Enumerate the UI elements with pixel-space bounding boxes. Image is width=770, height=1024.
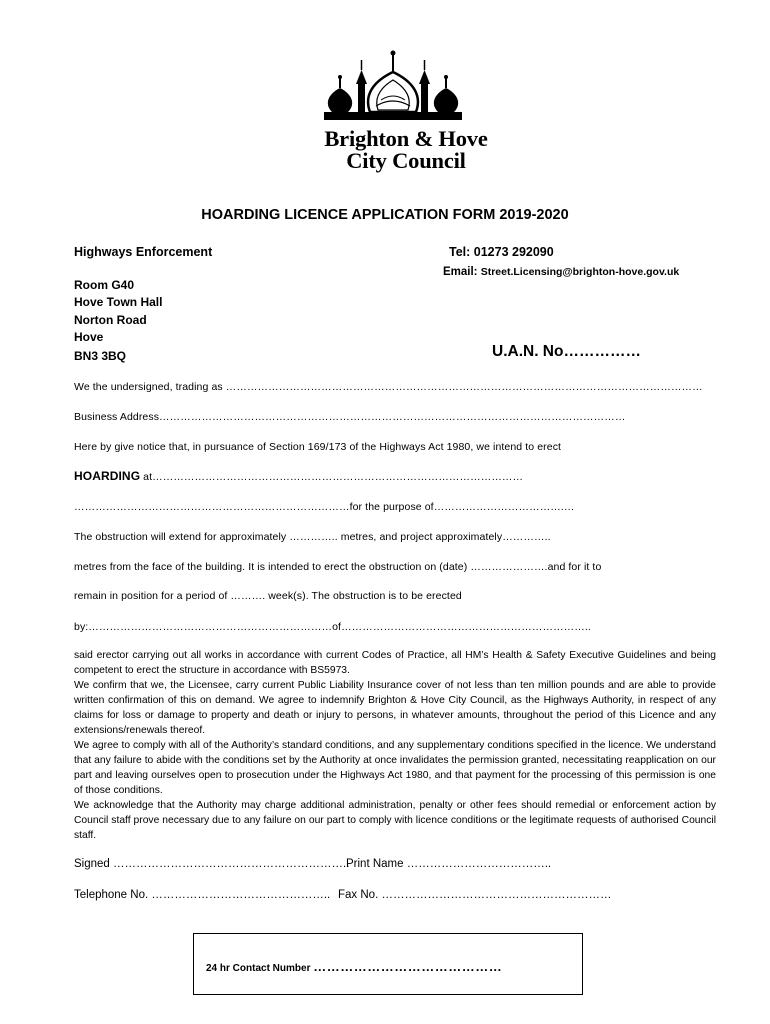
obstruction-extent-field[interactable]: The obstruction will extend for approximately ………….. metres, and project approximately………….. — [74, 531, 551, 543]
form-title: HOARDING LICENCE APPLICATION FORM 2019-2020 — [201, 207, 569, 223]
office-address — [74, 277, 162, 365]
duration-field[interactable]: remain in position for a period of ………. week(s). The obstruction is to be erected — [74, 590, 462, 602]
department-name: Highways Enforcement — [74, 245, 213, 259]
address-line: Hove — [74, 329, 104, 344]
address-line: BN3 3BQ — [74, 349, 127, 364]
signed-field[interactable]: Signed …………………………………………………….. — [74, 858, 350, 870]
contact-number-label: 24 hr Contact Number — [206, 963, 314, 974]
condition-paragraph: We agree to comply with all of the Authority’s standard conditions, and any supplementary conditions specified in the licence. We understand that any failure to abide with the conditions set by the Authority at once invalidates the permission granted, necessitating reapplication on our part and leaving ourselves open to prosecution under the Highways Act 1980, and that payment for the processing of this permission is one of those conditions. — [74, 740, 716, 796]
condition-paragraph: We confirm that we, the Licensee, carry current Public Liability Insurance cover of not less than ten million pounds and are able to provide written confirmation of this on demand. We agree to indemnify Brighton & Hove City Council, as the Highways Authority, in respect of any claims for loss or damage to property and death or injury to persons, in whatever amounts, throughout the period of this Licence and any extensions/renewals thereof. — [74, 680, 716, 736]
hoarding-location-field[interactable] — [74, 469, 523, 483]
purpose-field[interactable]: ……………………………………………………………………for the purpose of……………………………….… — [74, 501, 575, 513]
trading-as-field[interactable]: We the undersigned, trading as ……………………………………………………………………………………………………………………… — [74, 381, 703, 393]
email-address: Street.Licensing@brighton-hove.gov.uk — [480, 266, 680, 278]
uan-number: U.A.N. No…………… — [492, 343, 641, 360]
condition-paragraph: said erector carrying out all works in accordance with current Codes of Practice, all HM’s Health & Safety Executive Guidelines and being competent to erect the structure in accordance with BS5973. — [74, 650, 716, 676]
telephone-field[interactable]: Telephone No. ……………………………………….. — [74, 889, 331, 901]
print-name-field[interactable]: Print Name ……………………………….. — [346, 858, 552, 870]
fax-field[interactable]: Fax No. …………………………………………………… — [338, 889, 612, 901]
business-address-field[interactable]: Business Address…………………………………………………………………………………………………………………… — [74, 411, 626, 423]
council-logo-icon — [318, 48, 468, 124]
address-line: Room G40 — [74, 278, 135, 292]
erector-field[interactable]: by:……………………………………………………………of…………………………………………………………….. — [74, 621, 591, 633]
contact-number-box[interactable] — [193, 933, 583, 995]
erection-date-field[interactable]: metres from the face of the building. It is intended to erect the obstruction on (date) ………………….and for it to — [74, 561, 602, 573]
hoarding-label: HOARDING — [74, 469, 141, 483]
condition-paragraph: We acknowledge that the Authority may charge additional administration, penalty or other fees should remedial or enforcement action by Council staff prove necessary due to any failure on our part to comply with licence conditions or the legitimate requests of authorised Council staff. — [74, 800, 716, 841]
contact-number-line[interactable] — [206, 959, 502, 974]
address-line: Norton Road — [74, 312, 147, 327]
conditions-text — [74, 648, 716, 843]
contact-number-dots[interactable]: …………………………………… — [313, 959, 503, 974]
telephone-number: Tel: 01273 292090 — [449, 245, 554, 259]
address-line: Hove Town Hall — [74, 295, 163, 310]
notice-statement: Here by give notice that, in pursuance of Section 169/173 of the Highways Act 1980, we intend to erect — [74, 441, 562, 453]
council-name — [296, 128, 516, 172]
hoarding-at-line[interactable]: at…………………………………………………………………………………………… — [140, 471, 524, 483]
email-label: Email: — [443, 266, 481, 278]
council-name-line1: Brighton & Hove — [324, 126, 488, 151]
email-line — [443, 262, 679, 280]
council-name-line2: City Council — [346, 148, 466, 173]
